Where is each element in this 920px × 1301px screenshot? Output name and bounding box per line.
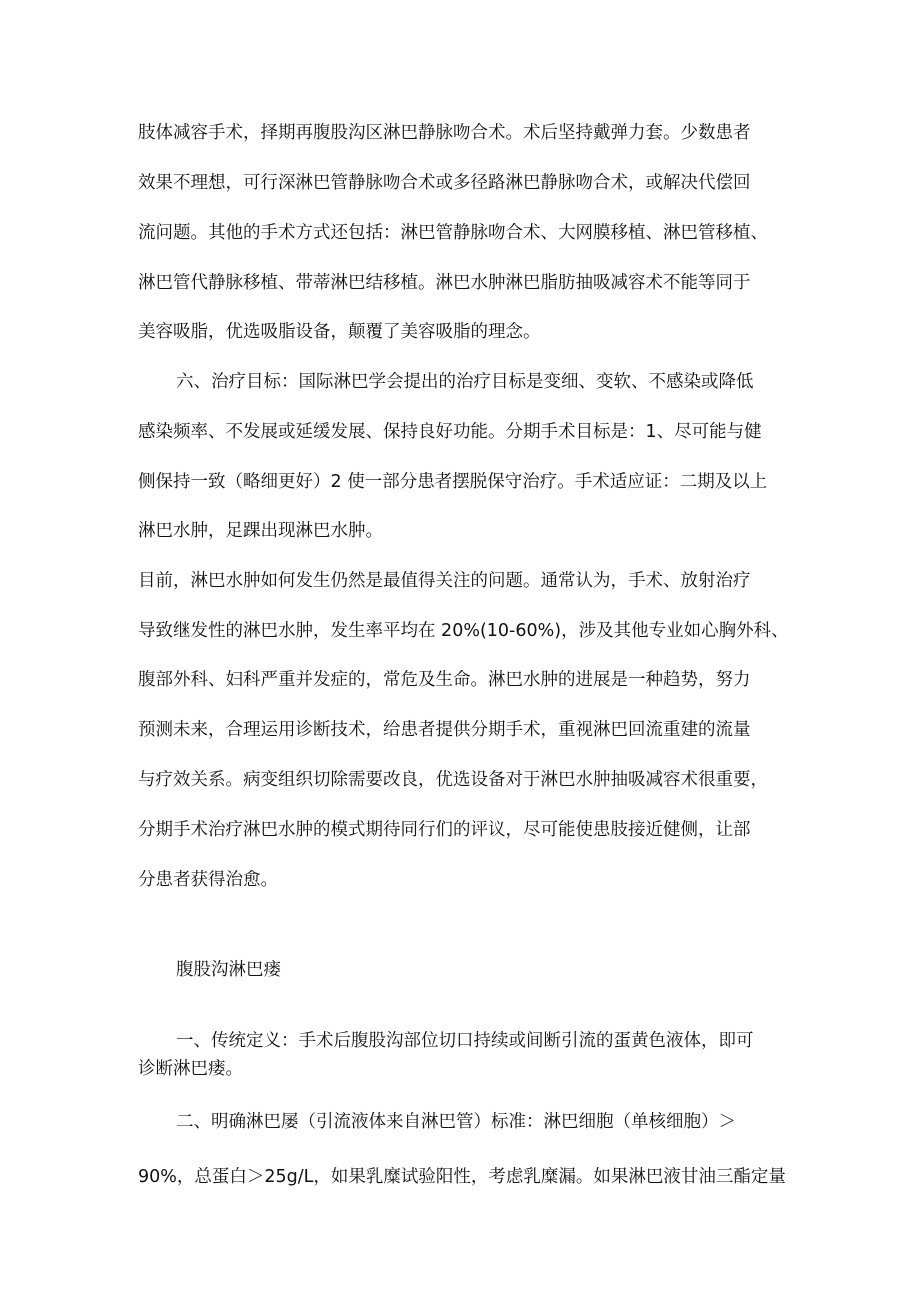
text-line: 流问题。其他的手术方式还包括：淋巴管静脉吻合术、大网膜移植、淋巴管移植、 xyxy=(138,223,768,243)
text-line: 诊断淋巴瘘。 xyxy=(138,1059,243,1079)
text-line: 感染频率、不发展或延缓发展、保持良好功能。分期手术目标是：1、尽可能与健 xyxy=(138,422,762,442)
text-line: 腹部外科、妇科严重并发症的，常危及生命。淋巴水肿的进展是一种趋势，努力 xyxy=(138,670,751,690)
text-line: 分期手术治疗淋巴水肿的模式期待同行们的评议，尽可能使患肢接近健侧，让部 xyxy=(138,820,751,840)
text-line: 预测未来，合理运用诊断技术，给患者提供分期手术，重视淋巴回流重建的流量 xyxy=(138,720,751,740)
text-line: 效果不理想，可行深淋巴管静脉吻合术或多径路淋巴静脉吻合术，或解决代偿回 xyxy=(138,173,751,193)
text-line: 侧保持一致（略细更好）2 使一部分患者摆脱保守治疗。手术适应证：二期及以上 xyxy=(138,472,768,492)
text-line: 二、明确淋巴屡（引流液体来自淋巴管）标准：淋巴细胞（单核细胞）＞ xyxy=(176,1112,736,1132)
text-line: 90%，总蛋白＞25g/L，如果乳糜试验阳性，考虑乳糜漏。如果淋巴液甘油三酯定量 xyxy=(138,1167,786,1187)
text-line: 六、治疗目标：国际淋巴学会提出的治疗目标是变细、变软、不感染或降低 xyxy=(176,372,754,392)
text-line: 美容吸脂，优选吸脂设备，颠覆了美容吸脂的理念。 xyxy=(138,322,541,342)
text-line: 肢体减容手术，择期再腹股沟区淋巴静脉吻合术。术后坚持戴弹力套。少数患者 xyxy=(138,123,751,143)
text-line: 淋巴水肿，足踝出现淋巴水肿。 xyxy=(138,521,383,541)
text-line: 一、传统定义：手术后腹股沟部位切口持续或间断引流的蛋黄色液体，即可 xyxy=(176,1031,754,1051)
text-line: 导致继发性的淋巴水肿，发生率平均在 20%(10-60%)，涉及其他专业如心胸外科、 xyxy=(138,621,789,641)
text-line: 分患者获得治愈。 xyxy=(138,870,278,890)
text-line: 淋巴管代静脉移植、带蒂淋巴结移植。淋巴水肿淋巴脂肪抽吸减容术不能等同于 xyxy=(138,273,751,293)
section-title: 腹股沟淋巴瘘 xyxy=(176,960,281,980)
text-line: 与疗效关系。病变组织切除需要改良，优选设备对于淋巴水肿抽吸减容术很重要， xyxy=(138,770,768,790)
text-line: 目前，淋巴水肿如何发生仍然是最值得关注的问题。通常认为，手术、放射治疗 xyxy=(138,571,751,591)
